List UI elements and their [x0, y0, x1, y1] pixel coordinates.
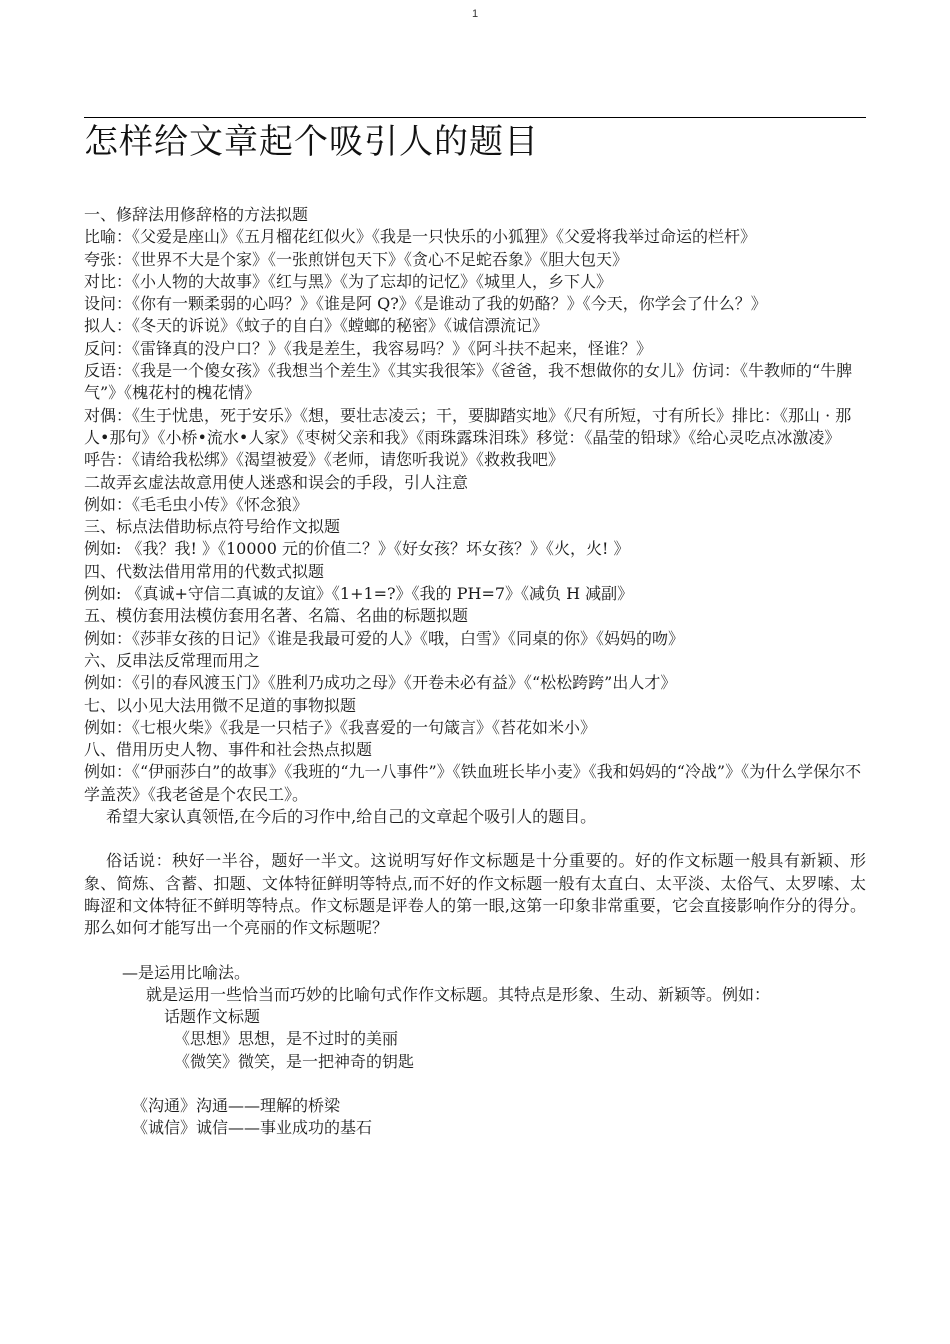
history-heading: 八、借用历史人物、事件和社会热点拟题 [84, 740, 373, 760]
closing-line: 希望大家认真领悟,在今后的习作中,给自己的文章起个吸引人的题目。 [106, 807, 597, 827]
reversal-heading: 六、反串法反常理而用之 [84, 650, 261, 670]
irony-line: 反语：《我是一个傻女孩》《我想当个差生》《其实我很笨》《爸爸，我不想做你的女儿》仿词：《牛教师的“牛脾气”》《槐花村的槐花情》 [84, 361, 853, 403]
example-item: 《沟通》沟通——理解的桥梁 [132, 1095, 341, 1115]
personification-line: 拟人：《冬天的诉说》《蚊子的自白》《螳螂的秘密》《诚信漂流记》 [84, 316, 549, 336]
rhetorical-question-line: 反问：《雷锋真的没户口？》《我是差生，我容易吗？》《阿斗扶不起来，怪谁？》 [84, 338, 653, 358]
intro-paragraph: 俗话说：秧好一半谷，题好一半文。这说明写好作文标题是十分重要的。好的作文标题一般具有新颖、形象、简炼、含蓄、扣题、文体特征鲜明等特点,而不好的作文标题一般有太直白、太平淡、太俗气、太罗嗦、太晦涩和文体特征不鲜明等特点。作文标题是评卷人的第一眼,这第一印象非常重要，它会直接影响作分的得分。那么如何才能写出一个亮丽的作文标题呢？ [84, 851, 866, 938]
example-item: 《微笑》微笑，是一把神奇的钥匙 [174, 1051, 415, 1071]
history-example: 例如：《“伊丽莎白”的故事》《我班的“九一八事件”》《铁血班长毕小麦》《我和妈妈的“冷战”》《为什么学保尔不学盖茨》《我老爸是个农民工》。 [84, 762, 862, 804]
small-to-big-heading: 七、以小见大法用微不足道的事物拟题 [84, 695, 357, 715]
topic-heading: 话题作文标题 [164, 1007, 261, 1027]
apostrophe-line: 呼告：《请给我松绑》《渴望被爱》《老师，请您听我说》《救救我吧》 [84, 450, 565, 470]
mystery-heading: 二故弄玄虚法故意用使人迷惑和误会的手段，引人注意 [84, 472, 469, 492]
imitation-example: 例如：《莎菲女孩的日记》《谁是我最可爱的人》《哦，白雪》《同桌的你》《妈妈的吻》 [84, 628, 685, 648]
reversal-example: 例如：《引的春风渡玉门》《胜利乃成功之母》《开卷未必有益》《“松松跨跨”出人才》 [84, 673, 677, 693]
example-item: 《思想》思想，是不过时的美丽 [174, 1029, 399, 1049]
page-number: 1 [471, 8, 479, 20]
hyperbole-line: 夸张：《世界不大是个家》《一张煎饼包天下》《贪心不足蛇吞象》《胆大包天》 [84, 249, 629, 269]
small-to-big-example: 例如：《七根火柴》《我是一只桔子》《我喜爱的一句箴言》《苔花如米小》 [84, 717, 597, 737]
punctuation-heading: 三、标点法借助标点符号给作文拟题 [84, 517, 341, 537]
document-title: 怎样给文章起个吸引人的题目 [84, 122, 539, 162]
imitation-heading: 五、模仿套用法模仿套用名著、名篇、名曲的标题拟题 [84, 606, 469, 626]
antithesis-line: 对偶：《生于忧患，死于安乐》《想，要壮志凌云；干，要脚踏实地》《尺有所短，寸有所长》排比：《那山 · 那人•那句》《小桥•流水•人家》《枣树父亲和我》《雨珠露珠泪珠》移觉：《晶莹的铅球》《给心灵吃点冰激凌》 [84, 405, 852, 447]
mystery-example: 例如：《毛毛虫小传》《怀念狼》 [84, 494, 309, 514]
header-rule [84, 117, 866, 118]
method-description: 就是运用一些恰当而巧妙的比喻句式作作文标题。其特点是形象、生动、新颖等。例如： [146, 984, 771, 1004]
algebra-example: 例如: 《真诚+守信二真诚的友谊》《1+1=?》《我的 PH=7》《减负 H 减副》 [84, 584, 634, 604]
algebra-heading: 四、代数法借用常用的代数式拟题 [84, 561, 325, 581]
method-heading: —是运用比喻法。 [122, 962, 251, 982]
document-body [84, 204, 866, 1140]
question-line: 设问：《你有一颗柔弱的心吗？》《谁是阿 Q?》《是谁动了我的奶酪？》《今天，你学会了什么？》 [84, 294, 767, 314]
rhetoric-heading: 一、修辞法用修辞格的方法拟题 [84, 205, 309, 224]
metaphor-line: 比喻：《父爱是座山》《五月榴花红似火》《我是一只快乐的小狐狸》《父爱将我举过命运的栏杆》 [84, 227, 757, 247]
punctuation-example: 例如: 《我？我! 》《10000 元的价值二？》《好女孩？坏女孩？》《火，火! 》 [84, 539, 630, 559]
example-item: 《诚信》诚信——事业成功的基石 [132, 1118, 373, 1138]
contrast-line: 对比：《小人物的大故事》《红与黑》《为了忘却的记忆》《城里人，乡下人》 [84, 271, 613, 291]
